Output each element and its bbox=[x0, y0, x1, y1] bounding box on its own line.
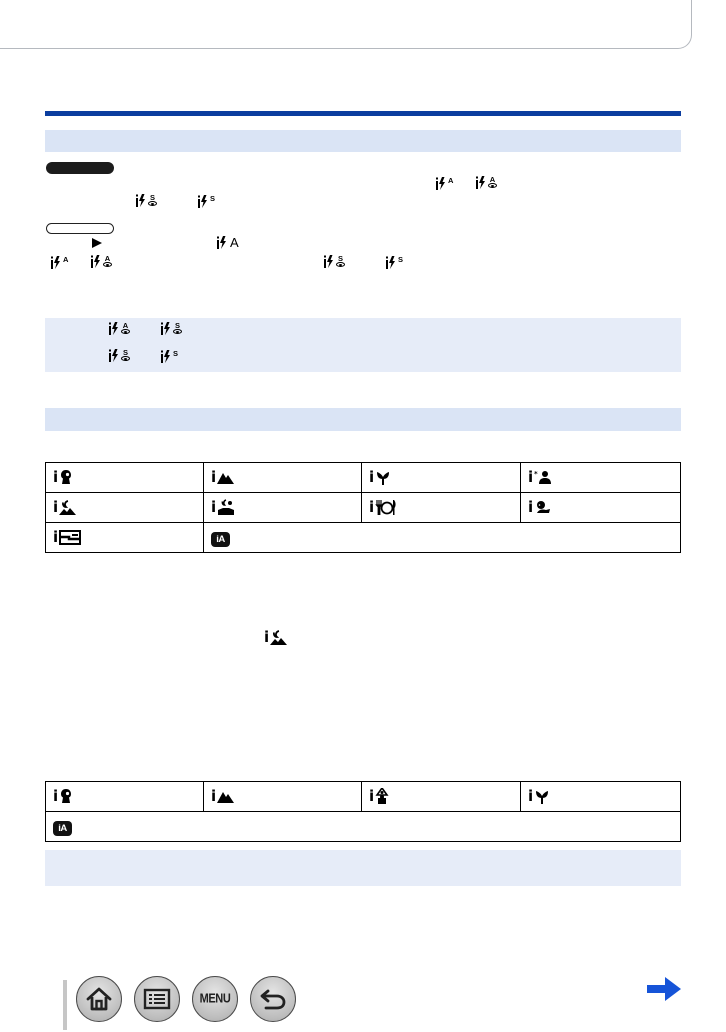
menu-label: MENU bbox=[199, 992, 231, 1006]
handheld-night-icon bbox=[217, 499, 235, 515]
next-page-arrow-icon[interactable] bbox=[646, 975, 682, 1003]
flash-auto-icon bbox=[436, 177, 453, 190]
scene2-cell-macro: i bbox=[521, 782, 681, 812]
scenery-icon bbox=[217, 470, 234, 484]
note-box-bottom bbox=[45, 850, 681, 886]
spotlight-icon bbox=[375, 788, 389, 804]
flash-auto-redeye-sup-2: A bbox=[104, 254, 111, 263]
flash-auto-sup: A bbox=[448, 176, 454, 185]
scene-cell-sunset: i bbox=[46, 523, 204, 553]
flash-auto-redeye-icon bbox=[476, 176, 497, 189]
scene2-cell-ia-standard bbox=[46, 812, 681, 842]
settings-pill-dark bbox=[46, 162, 114, 174]
scene-cell-handheld-night-shot: i bbox=[204, 493, 362, 523]
flash-slow-redeye-sup-3: S bbox=[174, 321, 180, 330]
flash-slow-sup: S bbox=[210, 194, 216, 203]
flash-slow-sync-icon-2 bbox=[386, 256, 403, 269]
night-portrait-icon bbox=[534, 470, 552, 484]
flash-auto-redeye-icon-2 bbox=[91, 255, 112, 268]
scene2-cell-spotlight: i bbox=[362, 782, 521, 812]
contents-button[interactable] bbox=[134, 976, 180, 1022]
flash-slow-redeye-sup-4: S bbox=[122, 348, 128, 357]
flash-slow-redeye-sup-2: S bbox=[337, 254, 343, 263]
home-icon bbox=[85, 986, 113, 1012]
inline-night-scenery-icon: i bbox=[264, 628, 287, 647]
scene-detection-table-photo bbox=[45, 462, 681, 553]
menu-button[interactable] bbox=[192, 976, 238, 1022]
flash-slow-sup-2: S bbox=[398, 255, 404, 264]
nav-side-bar bbox=[63, 980, 67, 1030]
page-header-frame bbox=[0, 0, 692, 49]
flash-ia-icon: A bbox=[217, 236, 239, 249]
flash-slow-sync-icon bbox=[198, 195, 215, 208]
food-icon bbox=[375, 500, 397, 515]
scene2-cell-portrait: i bbox=[46, 782, 204, 812]
flash-auto-sup-2: A bbox=[63, 255, 69, 264]
scene-cell-portrait: i bbox=[46, 463, 204, 493]
flash-slow-redeye-sup: S bbox=[149, 193, 155, 202]
svg-text:*: * bbox=[534, 470, 538, 479]
section-heading-band-2 bbox=[45, 408, 681, 431]
flash-slow-sync-redeye-icon-4 bbox=[109, 349, 130, 362]
section-heading-band-1 bbox=[45, 130, 681, 152]
flash-auto-icon-2 bbox=[51, 256, 68, 269]
scene-cell-food: i bbox=[362, 493, 521, 523]
flash-slow-sync-icon-3 bbox=[161, 350, 178, 363]
home-button[interactable] bbox=[76, 976, 122, 1022]
back-arrow-icon bbox=[259, 987, 287, 1011]
scene-cell-ia-standard bbox=[204, 523, 681, 553]
flash-slow-sync-redeye-icon bbox=[136, 194, 157, 207]
title-rule bbox=[45, 111, 681, 116]
notes-pill-outline bbox=[46, 223, 114, 234]
flash-slow-sup-3: S bbox=[173, 349, 179, 358]
scene-cell-scenery: i bbox=[204, 463, 362, 493]
scene2-cell-scenery: i bbox=[204, 782, 362, 812]
flash-slow-sync-redeye-icon-3 bbox=[161, 322, 182, 335]
flash-note-box bbox=[45, 318, 681, 372]
scene-cell-night-portrait: i * bbox=[521, 463, 681, 493]
night-scenery-icon bbox=[59, 500, 76, 515]
macro-icon bbox=[375, 470, 391, 485]
ia-badge-icon: iA bbox=[211, 532, 230, 547]
portrait-icon bbox=[59, 469, 73, 485]
ia-badge-icon-2: iA bbox=[53, 821, 72, 836]
scene-cell-baby: i bbox=[521, 493, 681, 523]
baby-icon bbox=[534, 500, 551, 515]
sunset-icon bbox=[59, 530, 81, 545]
scene-detection-table-video bbox=[45, 781, 681, 842]
flash-slow-sync-redeye-icon-2 bbox=[324, 255, 345, 268]
scene-cell-macro: i bbox=[362, 463, 521, 493]
flash-auto-redeye-icon-3 bbox=[109, 322, 130, 335]
flash-auto-redeye-sup-3: A bbox=[122, 321, 129, 330]
back-button[interactable] bbox=[250, 976, 296, 1022]
scene-cell-night-scenery: i bbox=[46, 493, 204, 523]
flash-auto-redeye-sup: A bbox=[489, 175, 496, 184]
contents-list-icon bbox=[143, 988, 171, 1010]
play-triangle-icon bbox=[92, 238, 102, 248]
